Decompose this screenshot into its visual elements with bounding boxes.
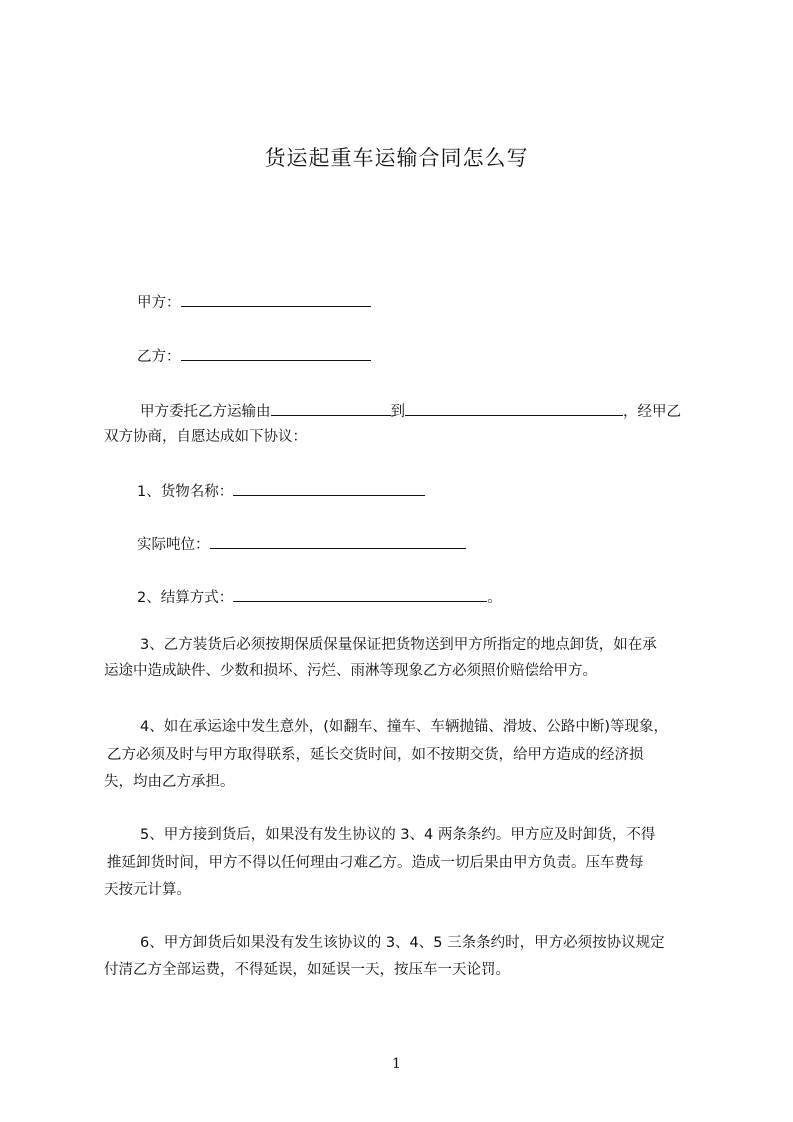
party-a-blank (181, 292, 371, 307)
clause-6-line-2: 付清乙方全部运费，不得延误，如延误一天，按压车一天论罚。 (104, 962, 510, 978)
party-a-line (137, 292, 371, 312)
clause-4-line-2: 乙方必须及时与甲方取得联系，延长交货时间，如不按期交货，给甲方造成的经济损 (107, 747, 644, 763)
clause-3-line-2: 运途中造成缺件、少数和损坏、污烂、雨淋等现象乙方必须照价赔偿给甲方。 (104, 663, 597, 679)
origin-blank (271, 401, 391, 416)
tonnage-line (137, 534, 466, 554)
party-b-label: 乙方： (137, 349, 181, 365)
clause-4-line-3: 失，均由乙方承担。 (104, 774, 235, 790)
goods-name-line (137, 481, 425, 501)
tonnage-blank (210, 534, 466, 549)
intro-line-1 (140, 401, 681, 421)
page-number: 1 (392, 1056, 401, 1072)
settlement-label: 2、结算方式： (137, 590, 234, 606)
intro-line-2: 双方协商，自愿达成如下协议： (104, 429, 307, 445)
settlement-blank (233, 587, 487, 602)
clause-4-line-1: 4、如在承运途中发生意外，(如翻车、撞车、车辆抛锚、滑坡、公路中断)等现象， (140, 719, 669, 735)
intro-text-c: ，经甲乙 (623, 404, 681, 420)
party-b-blank (181, 346, 371, 361)
settlement-end: 。 (487, 590, 502, 606)
party-b-line (137, 346, 371, 366)
clause-5-line-1: 5、甲方接到货后，如果没有发生协议的 3、4 两条条约。甲方应及时卸货，不得 (140, 827, 656, 843)
clause-6-line-1: 6、甲方卸货后如果没有发生该协议的 3、4、5 三条条约时，甲方必须按协议规定 (140, 935, 665, 951)
intro-text-a: 甲方委托乙方运输由 (140, 404, 271, 420)
clause-3-line-1: 3、乙方装货后必须按期保质保量保证把货物送到甲方所指定的地点卸货，如在承 (140, 637, 657, 653)
settlement-line (137, 587, 502, 607)
goods-name-blank (233, 481, 425, 496)
intro-text-b: 到 (390, 404, 405, 420)
goods-name-label: 1、货物名称： (137, 484, 234, 500)
clause-5-line-2: 推延卸货时间，甲方不得以任何理由刁难乙方。造成一切后果由甲方负责。压车费每 (107, 855, 644, 871)
clause-5-line-3: 天按元计算。 (104, 882, 191, 898)
party-a-label: 甲方： (137, 295, 181, 311)
destination-blank (405, 401, 623, 416)
document-title: 货运起重车运输合同怎么写 (264, 146, 529, 170)
tonnage-label: 实际吨位： (137, 537, 210, 553)
